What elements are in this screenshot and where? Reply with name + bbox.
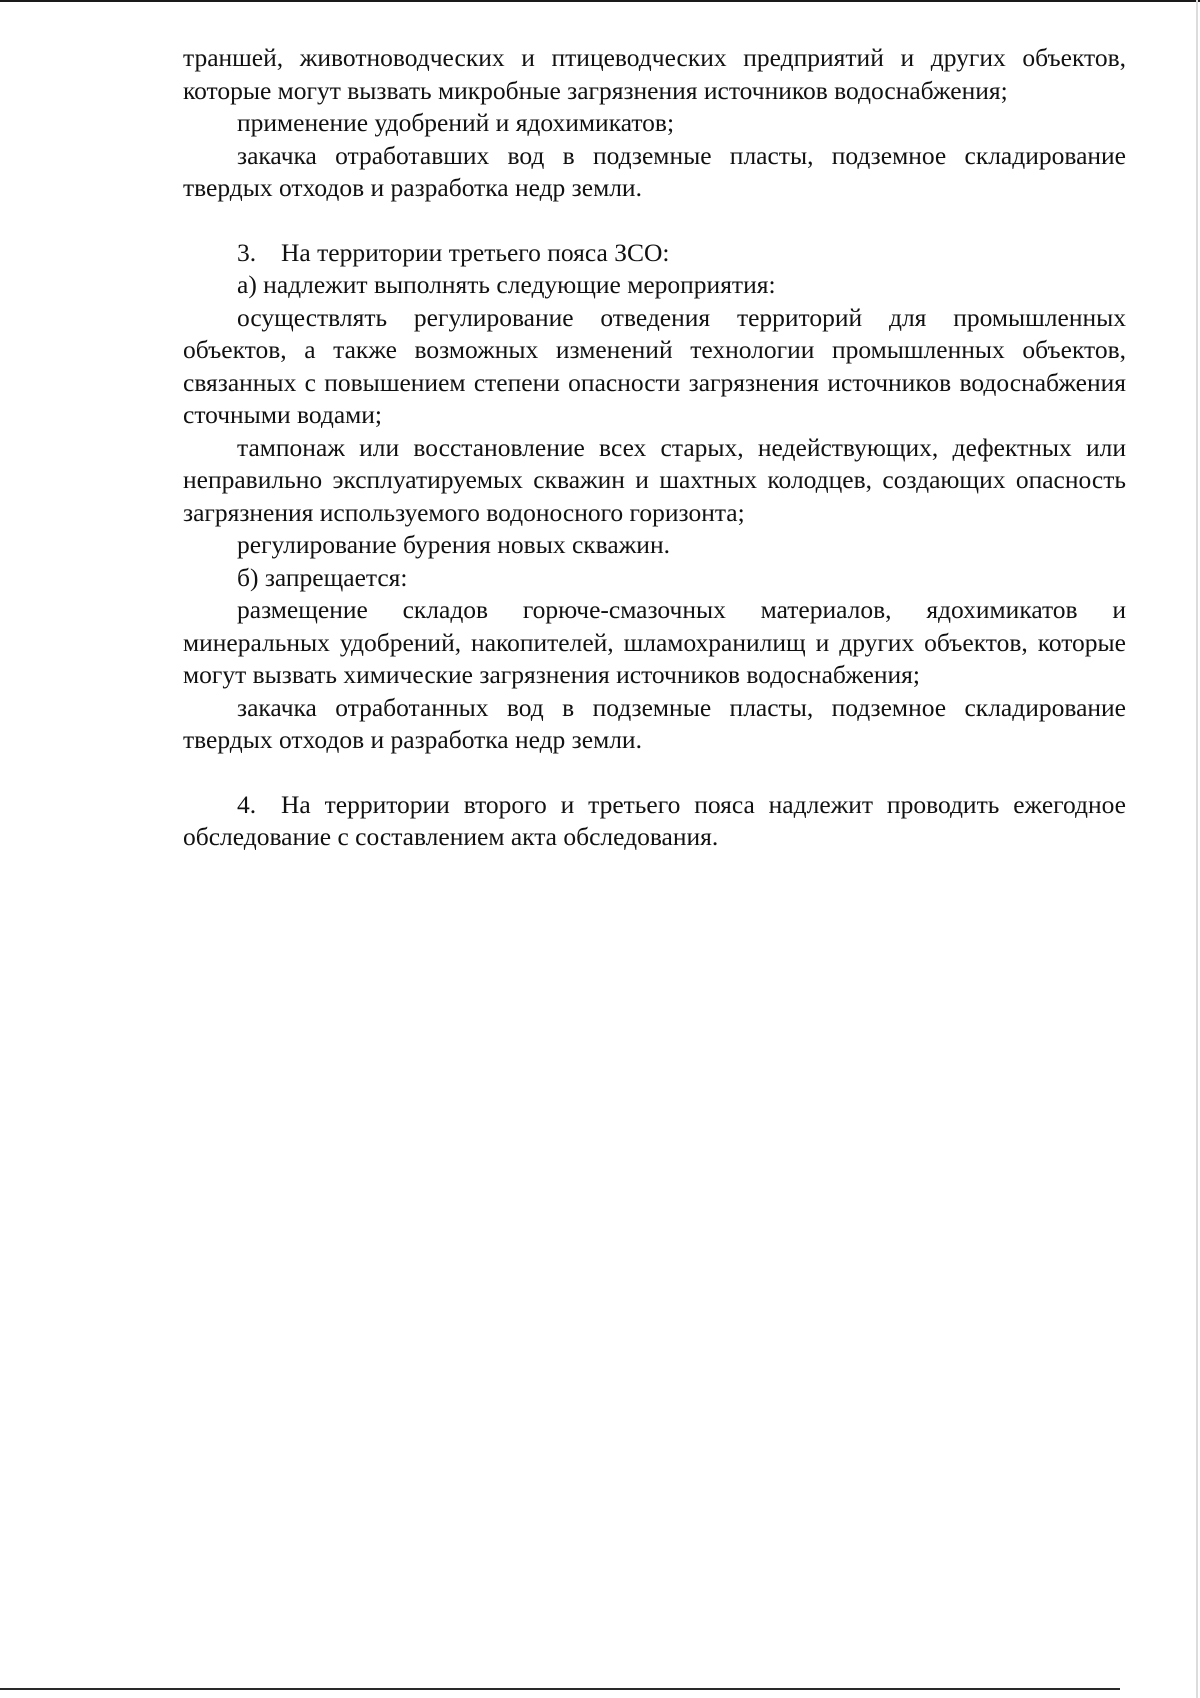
scan-edge-top	[0, 0, 1200, 2]
paragraph-storage-placement: размещение складов горюче-смазочных материалов, ядохимикатов и минеральных удобрений, накопителей, шламохранилищ и других объектов, которые могут вызвать химические загрязнения источников водоснабжения;	[183, 595, 1126, 689]
section-3-title: На территории третьего пояса ЗСО:	[281, 237, 670, 267]
section-3-heading	[183, 237, 1126, 270]
paragraph-fertilizers: применение удобрений и ядохимикатов;	[237, 108, 675, 137]
scan-edge-right	[1196, 0, 1198, 1698]
section-4-text: На территории второго и третьего пояса надлежит проводить ежегодное обследование с составлением акта обследования.	[183, 789, 1126, 851]
paragraph-injection-second-zone: закачка отработавших вод в подземные пласты, подземное складирование твердых отходов и разработка недр земли.	[183, 140, 1126, 202]
paragraph-drilling-regulation: регулирование бурения новых скважин.	[237, 530, 670, 559]
paragraph-required-measures: а) надлежит выполнять следующие мероприятия:	[237, 270, 776, 299]
paragraph-continuation: траншей, животноводческих и птицеводческих предприятий и других объектов, которые могут вызвать микробные загрязнения источников водоснабжения;	[183, 43, 1126, 105]
paragraph-injection-third-zone: закачка отработанных вод в подземные пласты, подземное складирование твердых отходов и разработка недр земли.	[183, 692, 1126, 754]
section-4-paragraph	[183, 789, 1126, 854]
scan-edge-bottom	[0, 1688, 1120, 1690]
section-3-number: 3.	[237, 237, 257, 267]
document-body	[183, 42, 1126, 854]
section-4-number: 4.	[237, 789, 257, 819]
paragraph-plugging-wells: тампонаж или восстановление всех старых, недействующих, дефектных или неправильно эксплуатируемых скважин и шахтных колодцев, создающих опасность загрязнения используемого водоносного горизонта;	[183, 432, 1126, 527]
paragraph-prohibited: б) запрещается:	[237, 562, 408, 592]
paragraph-gap	[183, 757, 1126, 789]
paragraph-gap	[183, 205, 1126, 237]
paragraph-regulate-territory: осуществлять регулирование отведения территорий для промышленных объектов, а также возможных изменений технологии промышленных объектов, связанных с повышением степени опасности загрязнения источников водоснабжения сточными водами;	[183, 302, 1126, 429]
